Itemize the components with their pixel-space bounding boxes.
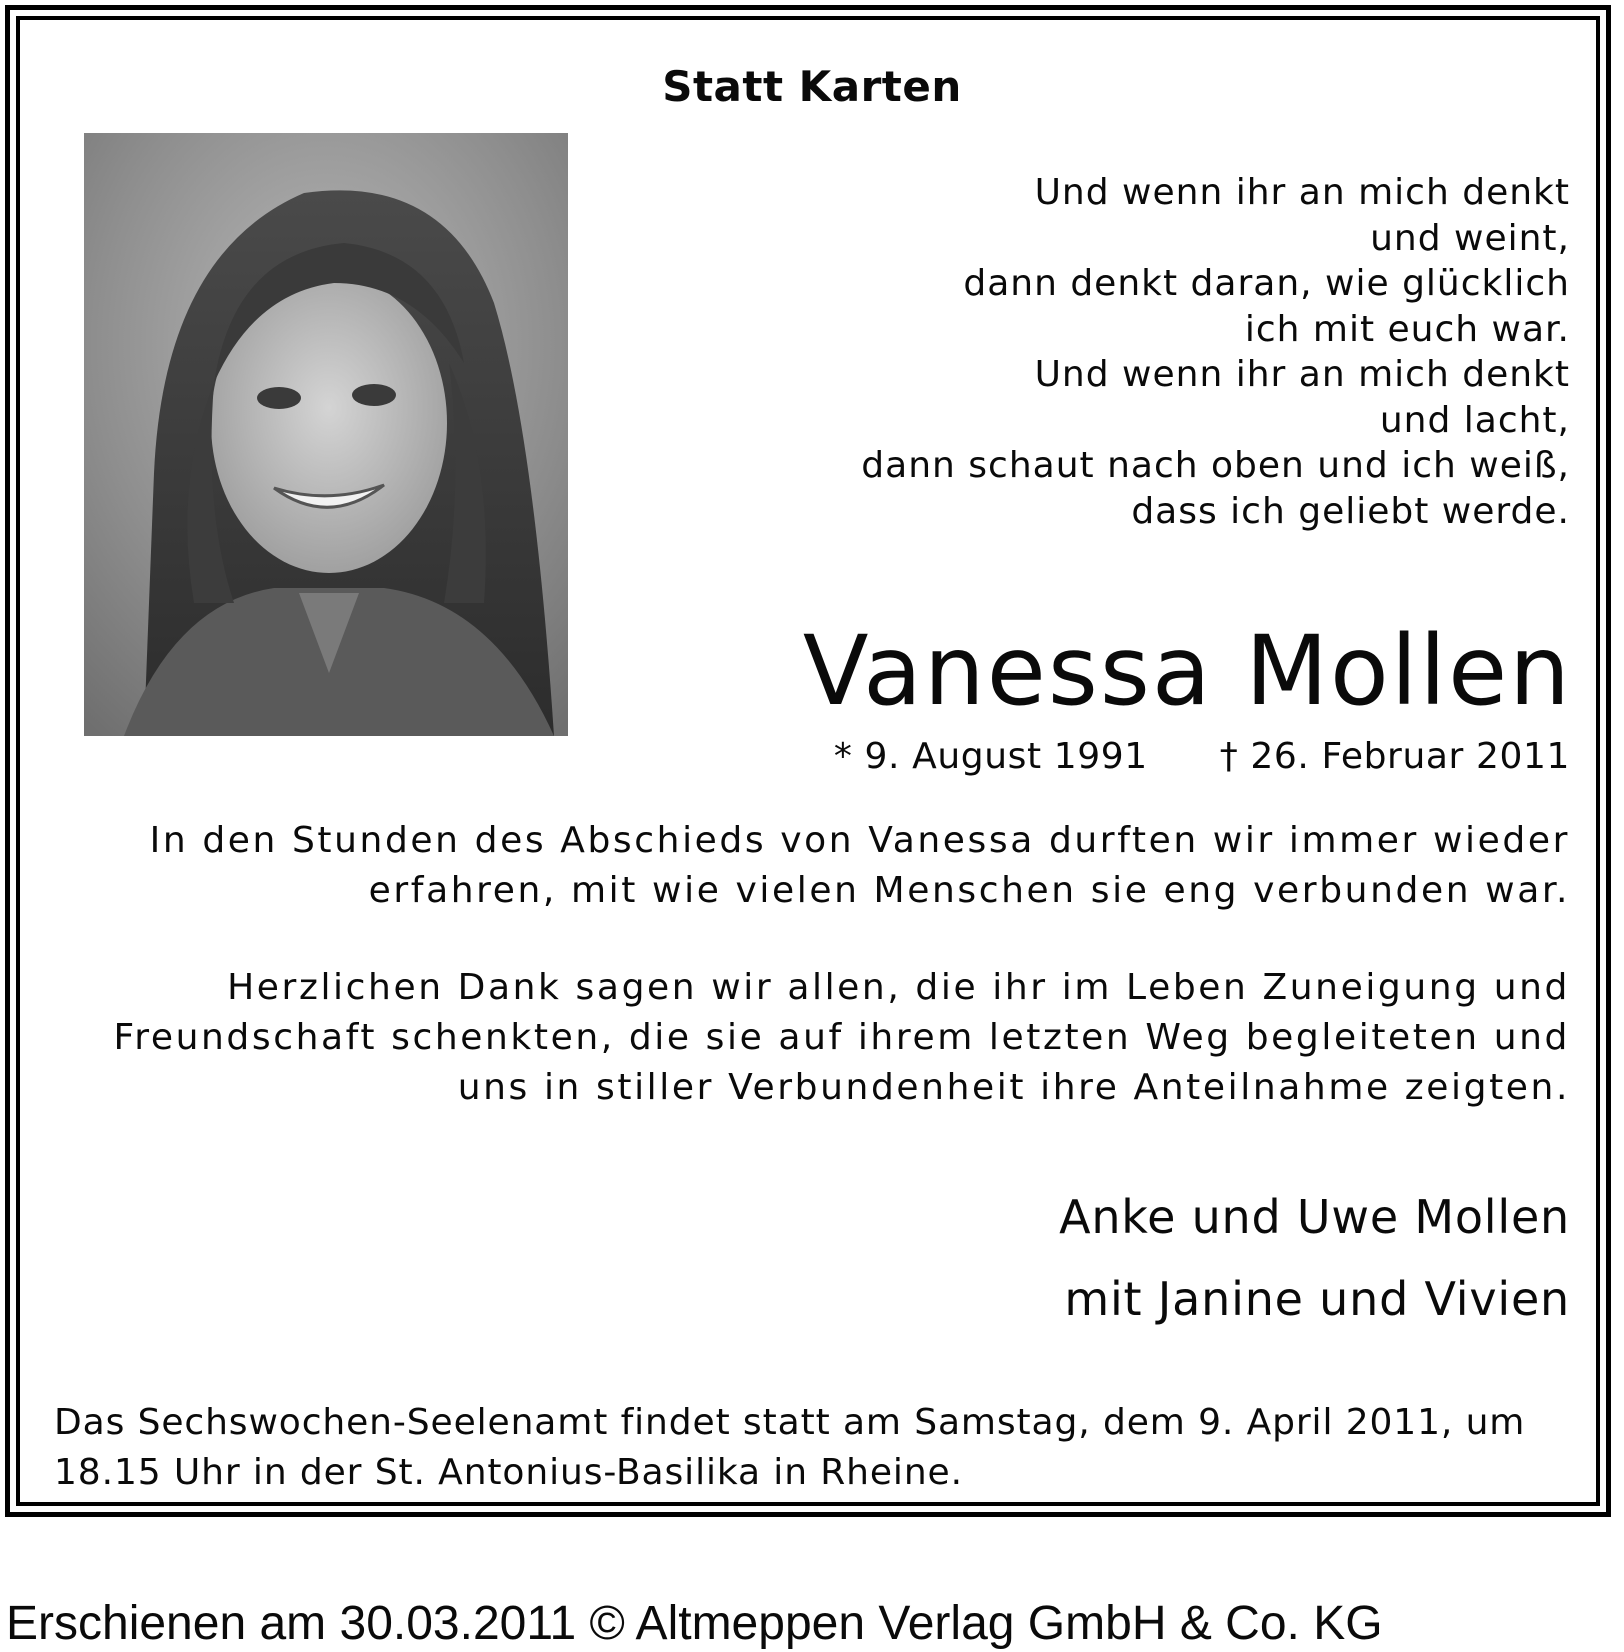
- poem-line: Und wenn ihr an mich denkt: [1034, 172, 1570, 213]
- publication-footer: Erschienen am 30.03.2011 © Altmeppen Verlag GmbH & Co. KG: [6, 1597, 1383, 1650]
- text-line: uns in stiller Verbundenheit ihre Anteilnahme zeigten.: [457, 1067, 1570, 1108]
- heading: Statt Karten: [662, 62, 962, 111]
- mass-notice: [54, 1398, 1525, 1498]
- text-line: In den Stunden des Abschieds von Vanessa durften wir immer wieder: [149, 820, 1570, 861]
- poem-line: Und wenn ihr an mich denkt: [1034, 354, 1570, 395]
- text-line: erfahren, mit wie vielen Menschen sie eng verbunden war.: [368, 870, 1570, 911]
- poem-line: und lacht,: [1379, 399, 1570, 441]
- poem-line: dann schaut nach oben und ich weiß,: [861, 445, 1570, 486]
- poem: [861, 170, 1570, 534]
- thanks-intro: [150, 816, 1570, 916]
- signature-siblings: mit Janine und Vivien: [1064, 1272, 1570, 1326]
- birth-date: * 9. August 1991: [833, 736, 1148, 777]
- poem-line: dann denkt daran, wie glücklich: [963, 263, 1570, 304]
- text-line: 18.15 Uhr in der St. Antonius-Basilika in Rheine.: [54, 1452, 963, 1493]
- text-line: Herzlichen Dank sagen wir allen, die ihr im Leben Zuneigung und: [227, 967, 1570, 1008]
- death-date: † 26. Februar 2011: [1219, 736, 1570, 777]
- thanks-paragraph: [114, 963, 1570, 1113]
- deceased-name: Vanessa Mollen: [802, 615, 1572, 727]
- poem-line: und weint,: [1370, 217, 1570, 259]
- signature-parents: Anke und Uwe Mollen: [1059, 1190, 1570, 1244]
- poem-line: ich mit euch war.: [1244, 308, 1570, 350]
- text-line: Das Sechswochen-Seelenamt findet statt am Samstag, dem 9. April 2011, um: [54, 1402, 1526, 1443]
- poem-line: dass ich geliebt werde.: [1131, 490, 1570, 532]
- life-dates: [834, 736, 1570, 777]
- text-line: Freundschaft schenkten, die sie auf ihrem letzten Weg begleiteten und: [113, 1017, 1570, 1058]
- portrait-photo: [84, 133, 568, 736]
